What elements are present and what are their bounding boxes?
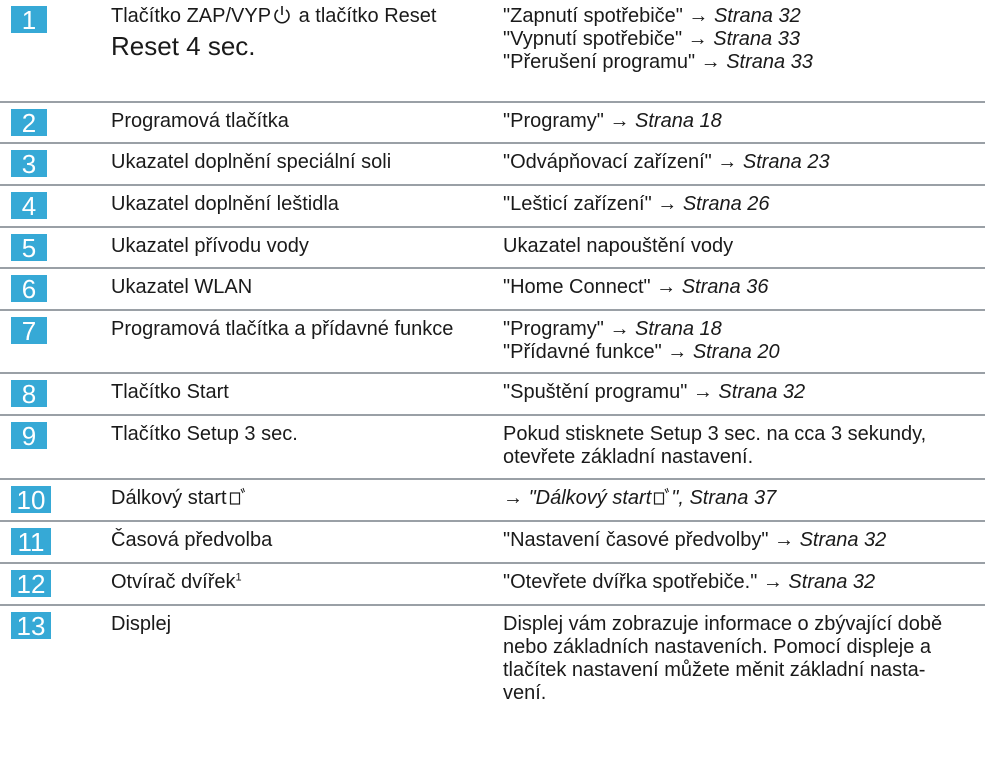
ref-text: "Otevřete dvířka spotřebiče." → [503,571,789,593]
row-number: 7 [11,317,47,344]
power-icon [273,5,291,31]
reset-mark: Reset 4 sec. [111,31,256,61]
ref-text: "Přídavné funkce" → [503,341,693,363]
ref-link-text: ", Strana 37 [671,487,777,509]
row-description: Tlačítko [111,423,182,445]
ref-text: otevřete základní nastavení. [503,446,754,468]
ref-text: "Spuštění programu" → [503,381,719,403]
row-number: 11 [11,528,51,555]
row-description: Programová tlačítka [111,110,289,132]
page-link[interactable]: Strana 33 [726,51,813,73]
ref-text: "Programy" → [503,318,636,340]
ref-text: Pokud stisknete [503,423,650,445]
ref-text: na cca 3 sekundy, [760,423,927,445]
page-link[interactable]: Strana 23 [742,151,830,173]
row-number: 2 [11,109,47,136]
ref-text: tlačítek nastavení můžete měnit základní nasta- [503,659,926,681]
setup-mark: Setup 3 sec. [186,423,298,445]
ref-arrow: → [503,487,529,509]
page-link[interactable]: Strana 32 [788,571,876,593]
row-number: 12 [11,570,51,597]
row-number: 13 [11,612,51,639]
page-link[interactable]: Strana 18 [635,318,722,340]
page-link[interactable]: Strana 32 [718,381,806,403]
row-number: 9 [11,422,47,449]
row-description: Displej [111,613,172,635]
page-link[interactable] [529,487,777,509]
table-row [0,228,985,269]
ref-text: "Programy" → [503,110,636,132]
page-link[interactable]: Strana 18 [635,110,722,132]
table-row [0,522,985,564]
row-description: Otvírač dvířek [111,571,236,593]
ref-text: "Home Connect" → [503,276,682,298]
table-row [0,186,985,228]
page-link[interactable]: Strana 36 [681,276,769,298]
setup-mark: Setup 3 sec. [649,423,761,445]
table-row [0,606,985,734]
ref-text: nebo základních nastaveních. Pomocí displeje a [503,636,932,658]
row-description: Programová tlačítka a přídavné funkce [111,318,454,340]
row-number: 5 [11,234,47,261]
remote-start-icon [653,487,669,513]
remote-start-icon [229,487,245,513]
ref-text: "Přerušení programu" → [503,51,727,73]
ref-text: Displej vám zobrazuje informace o zbývající době [503,613,943,635]
row-description: Tlačítko ZAP/VYP [111,5,272,27]
row-number: 8 [11,380,47,407]
row-description: Ukazatel přívodu vody [111,235,309,257]
row-description: Ukazatel doplnění speciální soli [111,151,392,173]
table-row [0,480,985,522]
page-link[interactable]: Strana 32 [799,529,887,551]
table-row [0,269,985,311]
table-row [0,103,985,144]
row-description: Ukazatel WLAN [111,276,253,298]
table-row [0,564,985,606]
table-row [0,0,985,103]
row-description: Dálkový start [111,487,227,509]
row-description: Časová předvolba [111,529,273,551]
page-link[interactable]: Strana 26 [682,193,770,215]
table-row [0,416,985,480]
row-description: Ukazatel doplnění leštidla [111,193,339,215]
ref-text: vení. [503,682,547,704]
row-number: 6 [11,275,47,302]
row-number: 3 [11,150,47,177]
table-row [0,311,985,374]
page-link[interactable]: Strana 20 [692,341,780,363]
row-number: 1 [11,6,47,33]
row-number: 4 [11,192,47,219]
ref-text: "Nastavení časové předvolby" → [503,529,800,551]
table-row [0,144,985,186]
ref-text: "Zapnutí spotřebiče" → [503,5,714,27]
page-link[interactable]: Strana 33 [713,28,800,50]
ref-text: "Vypnutí spotřebiče" → [503,28,714,50]
ref-text: Ukazatel napouštění vody [503,235,734,257]
row-description-cont: a tlačítko Reset [293,5,437,27]
row-number: 10 [11,486,51,513]
page-link[interactable]: Strana 32 [713,5,801,27]
ref-text: "Lešticí zařízení" → [503,193,683,215]
ref-link-text: "Dálkový start [528,487,652,509]
row-description: Tlačítko Start [111,381,229,403]
footnote-mark: 1 [235,571,242,584]
table-row [0,374,985,416]
ref-text: "Odvápňovací zařízení" → [503,151,743,173]
